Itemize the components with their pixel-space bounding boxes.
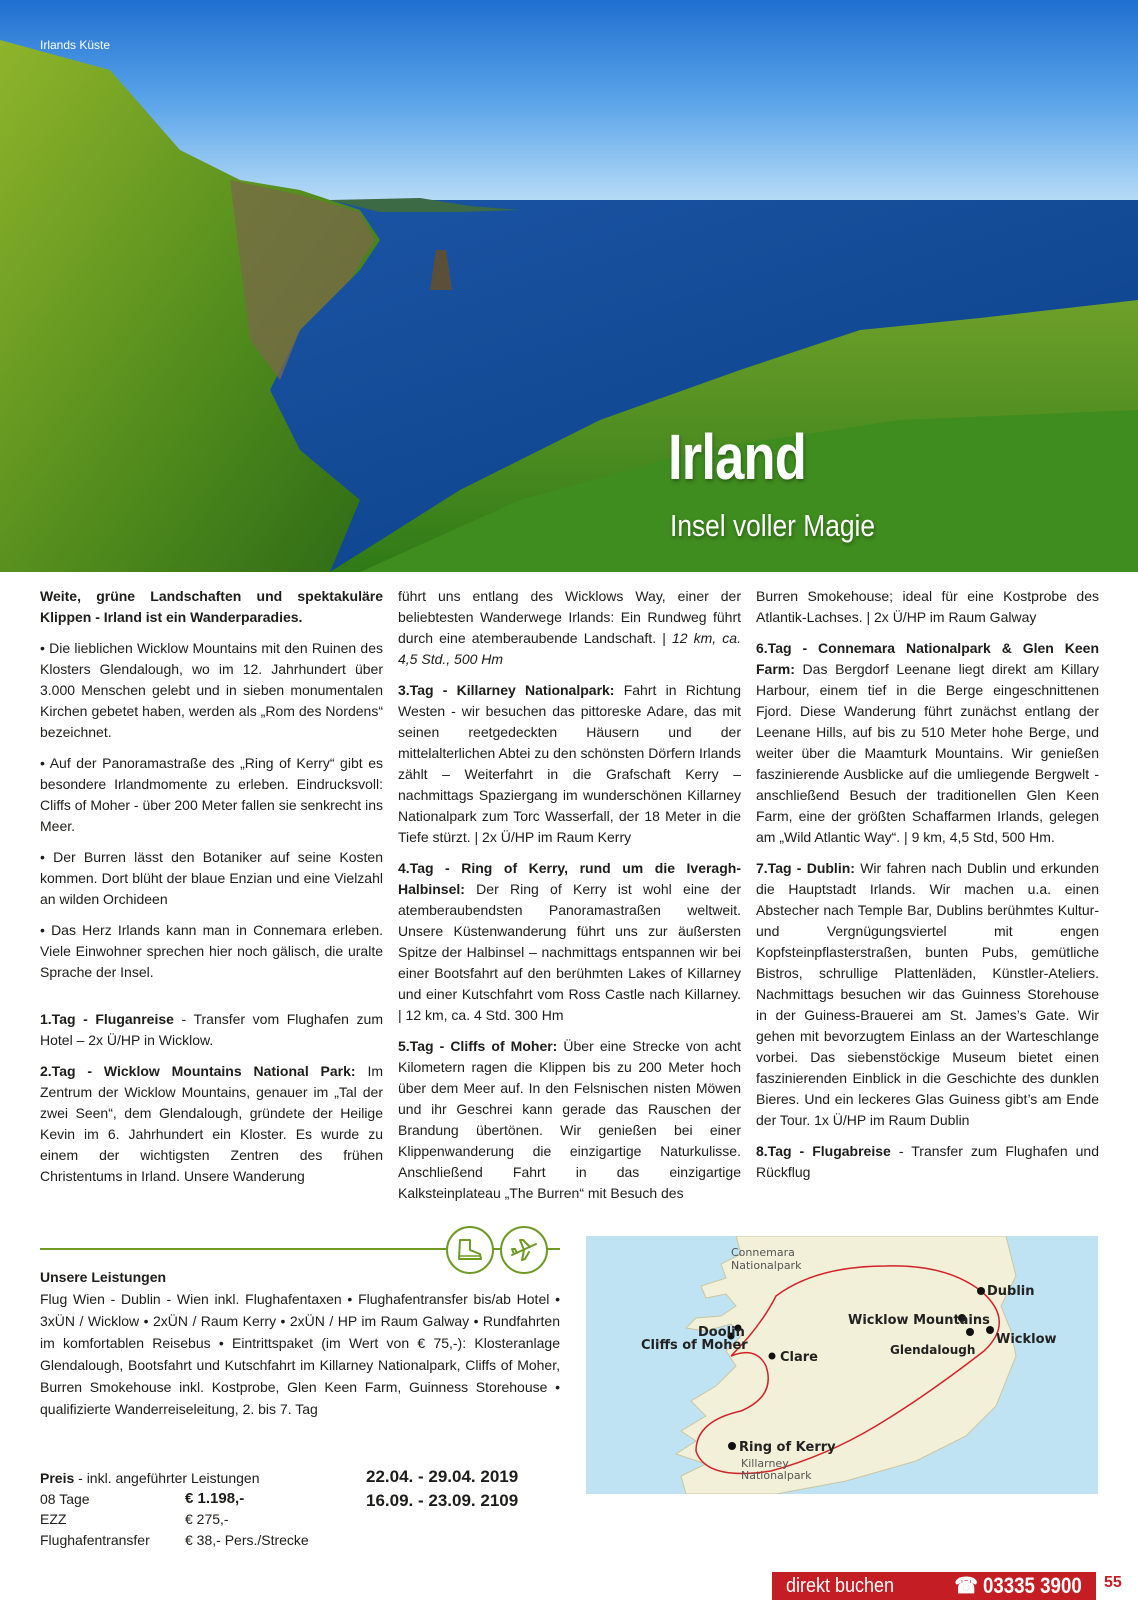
book-phone <box>955 1573 1082 1599</box>
day-8 <box>756 1141 1099 1183</box>
map-label: Wicklow <box>996 1332 1057 1347</box>
photo-caption: Irlands Küste <box>40 38 111 52</box>
map-label: Dublin <box>987 1284 1035 1299</box>
text-column-1 <box>40 586 383 1197</box>
day-1 <box>40 1009 383 1051</box>
day-title: 6.Tag - Connemara Nationalpark & Glen Keen Farm: <box>756 640 1099 677</box>
ireland-map <box>586 1236 1098 1494</box>
route-map <box>586 1236 1098 1494</box>
text-column-3 <box>756 586 1099 1193</box>
highlight-bullet: • Der Burren lässt den Botaniker auf seine Kosten kommen. Dort blüht der blaue Enzian und eine Vielzahl an wilden Orchideen <box>40 849 383 907</box>
cliffs-landscape-image <box>0 0 1138 572</box>
page-number: 55 <box>1104 1574 1122 1591</box>
price-header <box>40 1468 309 1489</box>
services-section <box>40 1266 560 1420</box>
price-label-rest: - inkl. angeführter Leistungen <box>74 1470 260 1486</box>
price-row-label: EZZ <box>40 1511 67 1527</box>
map-label: Doolin <box>698 1325 745 1340</box>
price-row <box>40 1489 309 1510</box>
highlight-bullet: • Das Herz Irlands kann man in Connemara erleben. Viele Einwohner sprechen hier noch gälisch, die uralte Sprache der Insel. <box>40 922 383 980</box>
day-title: 2.Tag - Wicklow Mountains National Park: <box>40 1063 356 1079</box>
day-text: Über eine Strecke von acht Kilometern ragen die Klippen bis zu 200 Meter hoch über dem Meer auf. In den Felsnischen nisten Möwen und ihr Geschrei kann gerade das Rauschen der Brandung übertönen. Wir genießen bei einer Klippenwanderung die einzigartige Naturkulisse. Anschließend Fahrt in das einzigartige Kalksteinplateau „The Burren“ mit Besuch des <box>398 1038 741 1201</box>
phone-number: 03335 3900 <box>983 1573 1082 1598</box>
day-4 <box>398 858 741 1026</box>
day-text: Der Ring of Kerry ist wohl eine der atemberaubendsten Panoramastraßen weltweit. Unsere Küstenwanderung führt uns zur äußersten Spitze der Halbinsel – nachmittags entspannen wir bei einer Bootsfahrt auf den berühmten Lakes of Killarney und einer Kutschfahrt vom Ross Castle nach Killarney. | 12 km, ca. 4 Std. 300 Hm <box>398 881 741 1023</box>
map-label: Clare <box>780 1350 818 1365</box>
day-5-continued: Burren Smokehouse; ideal für eine Kostprobe des Atlantik-Lachses. | 2x Ü/HP im Raum Galway <box>756 588 1099 625</box>
map-label: Wicklow Mountains <box>848 1313 990 1328</box>
page-subtitle: Insel voller Magie <box>670 508 876 543</box>
day-title: 8.Tag - Flugabreise <box>756 1143 891 1159</box>
price-row-value: € 38,- Pers./Strecke <box>185 1531 309 1548</box>
day-text: führt uns entlang des Wicklows Way, einer der beliebtesten Wanderwege Irlands: Ein Rundweg führt durch eine atemberaubende Landschaft. | <box>398 588 741 646</box>
book-label: direkt buchen <box>786 1574 895 1597</box>
page-title: Irland <box>668 421 806 493</box>
price-row-label: 08 Tage <box>40 1490 90 1507</box>
day-title: 1.Tag - Fluganreise <box>40 1011 174 1027</box>
price-row-label: Flughafentransfer <box>40 1531 150 1548</box>
price-row-value: € 275,- <box>185 1511 229 1527</box>
hero-image <box>0 0 1138 572</box>
price-row-value: € 1.198,- <box>185 1489 245 1507</box>
day-7 <box>756 858 1099 1131</box>
day-text: - Transfer zum Flughafen und Rückflug <box>756 1143 1099 1180</box>
day-text: Das Bergdorf Leenane liegt direkt am Killary Harbour, einem tief in die Berge eingeschnittenen Fjord. Diese Wanderung führt zunächst entlang der Leenane Hills, auf bis zu 510 Meter hohe Berge, und weiter über die Maamturk Mountains. Wir genießen faszinierende Ausblicke auf die umliegende Bergwelt - anschließend Besuch der traditionellen Glen Keen Farm, eine der größten Schaffarmen Irlands, gelegen am „Wild Atlantic Way“. | 9 km, 4,5 Std, 500 Hm. <box>756 661 1099 845</box>
map-label: Killarney <box>741 1457 789 1470</box>
map-label: Ring of Kerry <box>739 1440 836 1455</box>
map-label: Cliffs of Moher <box>641 1338 748 1353</box>
price-table <box>40 1468 309 1550</box>
map-label: Connemara <box>731 1246 795 1259</box>
highlight-bullet: • Auf der Panoramastraße des „Ring of Kerry“ gibt es besondere Irlandmomente zu erleben. Eindrucksvoll: Cliffs of Moher - über 200 Meter fallen sie senkrecht ins Meer. <box>40 755 383 834</box>
day-text: Im Zentrum der Wicklow Mountains, genauer im „Tal der zwei Seen“, dem Glendalough, gründete der Heilige Kevin im 6. Jahrhundert ein Kloster. Es wurde zu einem der wichtigsten Zentren des frühen Christentums in Irland. Unsere Wanderung <box>40 1063 383 1184</box>
day-6 <box>756 638 1099 848</box>
day-3 <box>398 680 741 848</box>
day-5 <box>398 1036 741 1204</box>
price-row <box>40 1509 309 1530</box>
travel-date: 22.04. - 29.04. 2019 <box>366 1467 519 1486</box>
highlight-bullet: • Die lieblichen Wicklow Mountains mit den Ruinen des Klosters Glendalough, wo im 12. Jahrhundert über 3.000 Menschen gelebt und in sieben monumentalen Kirchen gebetet haben, werden als „Rom des Nordens“ bezeichnet. <box>40 640 383 740</box>
day-title: 7.Tag - Dublin: <box>756 860 855 876</box>
map-label: Nationalpark <box>741 1469 812 1482</box>
travel-date: 16.09. - 23.09. 2109 <box>366 1491 519 1510</box>
text-column-2 <box>398 586 741 1214</box>
day-2 <box>40 1061 383 1187</box>
price-row <box>40 1530 309 1551</box>
day-title: 5.Tag - Cliffs of Moher: <box>398 1038 558 1054</box>
day-stats: 12 km, ca. 4,5 Std., 500 Hm <box>398 630 741 667</box>
day-title: 4.Tag - Ring of Kerry, rund um die Iveragh-Halbinsel: <box>398 860 741 897</box>
services-heading: Unsere Leistungen <box>40 1269 167 1285</box>
day-text: Fahrt in Richtung Westen - wir besuchen das pittoreske Adare, das mit seinen reetgedeckten Häusern und der mittelalterlichen Abtei zu den schönsten Dörfern Irlands zählt – Weiterfahrt in die Grafschaft Kerry – nachmittags Spaziergang im wunderschönen Killarney Nationalpark zum Torc Wasserfall, der 18 Meter in die Tiefe stürzt. | 2x Ü/HP im Raum Kerry <box>398 682 741 845</box>
travel-dates <box>366 1465 518 1513</box>
day-2-continued <box>398 586 741 670</box>
map-label: Nationalpark <box>731 1259 802 1272</box>
day-title: 3.Tag - Killarney Nationalpark: <box>398 682 615 698</box>
lead-paragraph: Weite, grüne Landschaften und spektakuläre Klippen - Irland ist ein Wanderparadies. <box>40 588 383 625</box>
phone-icon: ☎ <box>954 1573 984 1598</box>
day-text: - Transfer vom Flughafen zum Hotel – 2x Ü/HP in Wicklow. <box>40 1011 383 1048</box>
services-text: Flug Wien - Dublin - Wien inkl. Flughafentaxen • Flughafentransfer bis/ab Hotel • 3xÜN / Wicklow • 2xÜN / Raum Kerry • 2xÜN / HP im Raum Galway • Rundfahrten im komfortablen Reisebus • Eintrittspaket (im Wert von € 75,-): Klosteranlage Glendalough, Bootsfahrt und Kutschfahrt im Killarney Nationalpark, Cliffs of Moher, Burren Smokehouse inkl. Kostprobe, Glen Keen Farm, Guinness Storehouse • qualifizierte Wanderreiseleitung, 2. bis 7. Tag <box>40 1291 560 1417</box>
price-label: Preis <box>40 1470 75 1486</box>
booking-bar[interactable] <box>772 1572 1096 1600</box>
map-label: Glendalough <box>890 1343 976 1357</box>
day-text: Wir fahren nach Dublin und erkunden die Hauptstadt Irlands. Wir machen u.a. einen Abstecher nach Temple Bar, Dublins berühmtes Kultur- und Vergnügungsviertel mit engen Kopfsteinpflasterstraßen, bunten Pubs, gemütliche Bistros, schrullige Plattenläden, Künstler-Ateliers. Nachmittags besuchen wir das Guinness Storehouse in der Guiness-Brauerei am St. James’s Gate. Wir gehen mit bevorzugtem Einlass an der Warteschlange vorbei. Das siebenstöckige Museum bietet einen faszinierenden Einblick in die Geschichte des dunklen Bieres. Und ein leckeres Glas Guiness gibt’s am Ende der Tour. 1x Ü/HP im Raum Dublin <box>756 860 1099 1128</box>
